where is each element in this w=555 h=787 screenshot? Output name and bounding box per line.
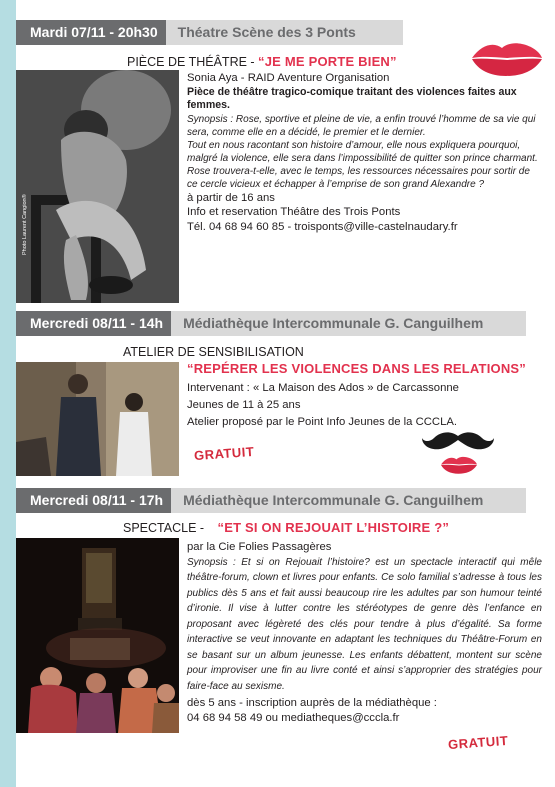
event-2-title-line	[187, 361, 526, 376]
event-venue: Médiathèque Intercommunale G. Canguilhem	[171, 488, 526, 513]
event-synopsis: Tout en nous racontant son histoire d’amour, elle nous expliquera pourquoi, malgré la violence, elle sera dans l’impossibilité de quitter son prince charmant.	[187, 139, 538, 164]
event-category: SPECTACLE -	[123, 521, 208, 535]
event-1-body	[187, 71, 542, 234]
event-synopsis: Rose trouvera-t-elle, avec le temps, les ressources nécessaires pour sortir de ce cercle vicieux et échapper à l’emprise de son grand Alexandre ?	[187, 165, 530, 190]
free-badge: GRATUIT	[193, 443, 255, 464]
photo-credit: Photo Laurent Cangion®	[22, 194, 28, 255]
event-category: ATELIER DE SENSIBILISATION	[123, 345, 304, 359]
event-description: Pièce de théâtre tragico-comique traitant des violences faites aux femmes.	[187, 85, 517, 112]
free-badge: GRATUIT	[447, 732, 509, 753]
event-age: à partir de 16 ans	[187, 191, 275, 204]
event-venue: Théatre Scène des 3 Ponts	[166, 20, 403, 45]
event-title: “JE ME PORTE BIEN”	[258, 54, 397, 69]
event-2-header	[16, 311, 526, 336]
event-contact: 04 68 94 58 49 ou mediatheques@cccla.fr	[187, 711, 400, 724]
event-synopsis: Synopsis : Et si on Rejouait l’histoire? est un spectacle interactif qui mêle théâtre-forum, clown et livres pour enfants. Ce solo familial s’adresse à tous les publics dès 5 ans et fait aussi beaucoup rire les adultes par son humour teinté d’ironie. Il vise à lutter contre les stéréotypes de genre dès l’enfance en proposant avec légèreté des clés pour tendre à plus d’égalité. Sa forme interactive se veut innovante en adaptant les techniques du Théâtre-Forum en se basant sur un album jeunesse. Les enfants débattent, montent sur scène pour improviser une fin au livre conté et ainsi s’approprier des stratégies pour faire-face au sexisme.	[187, 556, 542, 692]
event-organizer: Sonia Aya - RAID Aventure Organisation	[187, 72, 390, 84]
mustache-icon	[420, 430, 496, 452]
event-info: Info et reservation Théâtre des Trois Ponts	[187, 206, 401, 219]
event-1-header	[16, 20, 403, 45]
event-speaker: Intervenant : « La Maison des Ados » de Carcassonne	[187, 382, 459, 394]
event-age: dès 5 ans - inscription auprès de la médiathèque :	[187, 697, 437, 710]
event-2-photo	[16, 362, 179, 476]
event-title: “REPÉRER LES VIOLENCES DANS LES RELATIONS”	[187, 361, 526, 376]
lips-icon	[440, 455, 478, 475]
event-synopsis: Synopsis : Rose, sportive et pleine de vie, a enfin trouvé l’homme de sa vie qui sera, comme elle en a décidé, le premier et le dernier.	[187, 113, 536, 138]
event-audience: Jeunes de 11 à 25 ans	[187, 399, 301, 411]
event-1-title-line	[127, 54, 397, 69]
event-2-body	[187, 380, 542, 431]
event-3-body	[187, 540, 542, 725]
event-contact: Tél. 04 68 94 60 85 - troisponts@ville-castelnaudary.fr	[187, 220, 458, 233]
event-category: PIÈCE DE THÉÂTRE -	[127, 55, 259, 69]
event-date: Mardi 07/11 - 20h30	[16, 20, 166, 45]
event-3-title-line	[123, 520, 449, 535]
event-date: Mercredi 08/11 - 17h	[16, 488, 171, 513]
event-3-photo	[16, 538, 179, 733]
event-3-header	[16, 488, 526, 513]
side-color-bar	[0, 0, 16, 787]
event-title: “ET SI ON REJOUAIT L’HISTOIRE ?”	[217, 520, 450, 535]
event-company: par la Cie Folies Passagères	[187, 541, 332, 553]
event-1-photo	[16, 70, 179, 303]
event-venue: Médiathèque Intercommunale G. Canguilhem	[171, 311, 526, 336]
event-partner: Atelier proposé par le Point Info Jeunes de la CCCLA.	[187, 416, 458, 428]
event-date: Mercredi 08/11 - 14h	[16, 311, 171, 336]
